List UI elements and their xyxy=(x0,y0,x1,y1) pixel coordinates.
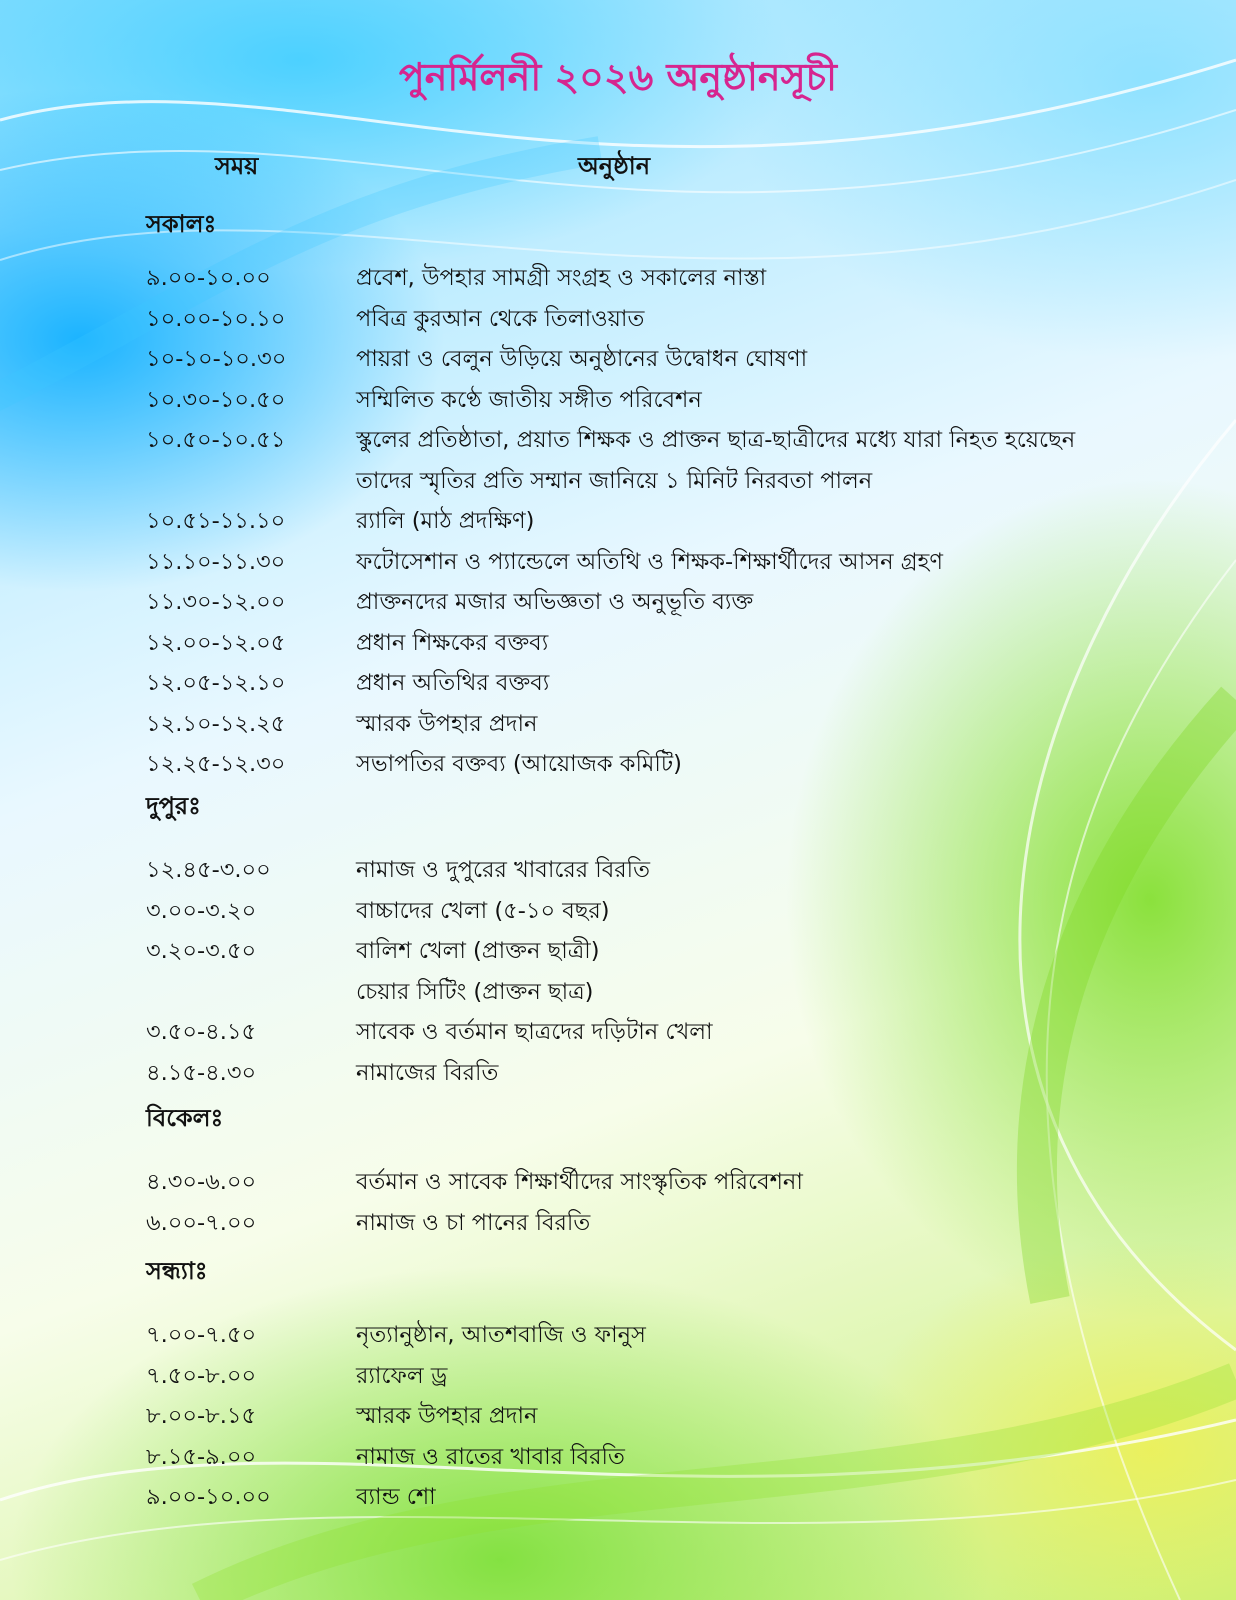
row-time: ১২.১০-১২.২৫ xyxy=(146,710,286,737)
schedule-row xyxy=(146,891,1146,932)
row-event: স্মারক উপহার প্রদান xyxy=(356,1403,538,1429)
row-event: নামাজের বিরতি xyxy=(356,1059,499,1086)
row-event: নামাজ ও চা পানের বিরতি xyxy=(356,1209,591,1236)
row-time: ১২.০০-১২.০৫ xyxy=(146,629,286,656)
section-title: দুপুরঃ xyxy=(146,792,201,820)
schedule-row xyxy=(146,582,1146,623)
row-time: ৯.০০-১০.০০ xyxy=(146,1484,271,1510)
row-event: প্রধান অতিথির বক্তব্য xyxy=(356,670,550,696)
row-event: র‍্যালি (মাঠ প্রদক্ষিণ) xyxy=(356,508,535,534)
schedule-row xyxy=(146,1012,1146,1053)
row-event: প্রধান শিক্ষকের বক্তব্য xyxy=(356,629,549,656)
row-time: ৮.০০-৮.১৫ xyxy=(146,1403,257,1429)
row-time: ৩.৫০-৪.১৫ xyxy=(146,1019,257,1045)
schedule-row xyxy=(146,1396,1146,1437)
row-event: পবিত্র কুরআন থেকে তিলাওয়াত xyxy=(356,305,645,332)
row-event: সাবেক ও বর্তমান ছাত্রদের দড়িটান খেলা xyxy=(356,1019,713,1045)
section-title: সন্ধ্যাঃ xyxy=(146,1257,208,1285)
row-time: ১০-১০-১০.৩০ xyxy=(146,346,287,372)
row-time: ৪.৩০-৬.০০ xyxy=(146,1169,257,1195)
row-event: স্কুলের প্রতিষ্ঠাতা, প্রয়াত শিক্ষক ও প্রাক্তন ছাত্র-ছাত্রীদের মধ্যে যারা নিহত হয়েছেন তাদের স্মৃতির প্রতি সম্মান জানিয়ে ১ মিনিট নিরবতা পালন xyxy=(356,427,1076,494)
schedule-row xyxy=(146,542,1146,583)
schedule-row xyxy=(146,380,1146,421)
section-morning xyxy=(146,206,1146,785)
row-time: ৩.০০-৩.২০ xyxy=(146,897,257,924)
schedule-row xyxy=(146,1477,1146,1518)
schedule-row xyxy=(146,623,1146,664)
row-event: পায়রা ও বেলুন উড়িয়ে অনুষ্ঠানের উদ্বোধন ঘোষণা xyxy=(356,346,808,372)
row-event: বালিশ খেলা (প্রাক্তন ছাত্রী) xyxy=(356,938,600,964)
row-event: র‍্যাফেল ড্র xyxy=(356,1362,448,1389)
row-time: ৪.১৫-৪.৩০ xyxy=(146,1059,257,1086)
row-time: ৯.০০-১০.০০ xyxy=(146,265,271,291)
event-column-header: অনুষ্ঠান xyxy=(578,152,651,180)
row-time: ১০.৫১-১১.১০ xyxy=(146,508,286,534)
schedule-row xyxy=(146,1437,1146,1478)
schedule-row xyxy=(146,420,1146,501)
section-noon xyxy=(146,788,1146,1093)
row-time: ৬.০০-৭.০০ xyxy=(146,1209,257,1236)
schedule-row xyxy=(146,1162,1146,1203)
row-time: ৮.১৫-৯.০০ xyxy=(146,1443,257,1470)
row-event: প্রবেশ, উপহার সামগ্রী সংগ্রহ ও সকালের নাস্তা xyxy=(356,265,767,291)
schedule-row xyxy=(146,501,1146,542)
row-time: ৭.৫০-৮.০০ xyxy=(146,1362,257,1389)
schedule-row xyxy=(146,1203,1146,1244)
row-event: চেয়ার সিটিং (প্রাক্তন ছাত্র) xyxy=(356,978,594,1005)
row-time: ১০.৩০-১০.৫০ xyxy=(146,386,286,413)
schedule-row xyxy=(146,1315,1146,1356)
schedule-row xyxy=(146,1053,1146,1094)
row-time: ১০.০০-১০.১০ xyxy=(146,305,286,332)
row-event: প্রাক্তনদের মজার অভিজ্ঞতা ও অনুভূতি ব্যক্ত xyxy=(356,589,754,615)
row-event: ব্যান্ড শো xyxy=(356,1484,436,1510)
row-time: ১১.১০-১১.৩০ xyxy=(146,548,286,575)
row-time: ৭.০০-৭.৫০ xyxy=(146,1322,257,1348)
schedule-row xyxy=(146,931,1146,972)
section-title: বিকেলঃ xyxy=(146,1104,224,1132)
section-afternoon xyxy=(146,1100,1146,1243)
row-event: নৃত্যানুষ্ঠান, আতশবাজি ও ফানুস xyxy=(356,1322,646,1348)
schedule-row xyxy=(146,1356,1146,1397)
section-evening xyxy=(146,1253,1146,1518)
row-event: নামাজ ও রাতের খাবার বিরতি xyxy=(356,1443,625,1470)
schedule-row xyxy=(146,299,1146,340)
row-event: সম্মিলিত কণ্ঠে জাতীয় সঙ্গীত পরিবেশন xyxy=(356,386,702,413)
schedule-row xyxy=(146,258,1146,299)
time-column-header: সময় xyxy=(215,152,259,180)
schedule-row xyxy=(146,744,1146,785)
schedule-row xyxy=(146,704,1146,745)
row-time: ১২.৪৫-৩.০০ xyxy=(146,857,271,883)
row-event: বাচ্চাদের খেলা (৫-১০ বছর) xyxy=(356,897,610,924)
row-time: ৩.২০-৩.৫০ xyxy=(146,938,257,964)
row-time: ১০.৫০-১০.৫১ xyxy=(146,427,286,453)
row-event: নামাজ ও দুপুরের খাবারের বিরতি xyxy=(356,857,650,883)
schedule-row xyxy=(146,972,1146,1013)
section-title: সকালঃ xyxy=(146,210,217,238)
row-event: স্মারক উপহার প্রদান xyxy=(356,710,538,737)
schedule-row xyxy=(146,339,1146,380)
page-title: পুনর্মিলনী ২০২৬ অনুষ্ঠানসূচী xyxy=(398,55,838,99)
row-time xyxy=(146,972,356,1013)
row-time: ১১.৩০-১২.০০ xyxy=(146,589,286,615)
row-event: ফটোসেশান ও প্যান্ডেলে অতিথি ও শিক্ষক-শিক্ষার্থীদের আসন গ্রহণ xyxy=(356,548,943,575)
row-event: সভাপতির বক্তব্য (আয়োজক কমিটি) xyxy=(356,751,682,777)
schedule-row xyxy=(146,850,1146,891)
row-time: ১২.২৫-১২.৩০ xyxy=(146,751,286,777)
row-event: বর্তমান ও সাবেক শিক্ষার্থীদের সাংস্কৃতিক পরিবেশনা xyxy=(356,1169,803,1195)
schedule-row xyxy=(146,663,1146,704)
row-time: ১২.০৫-১২.১০ xyxy=(146,670,286,696)
